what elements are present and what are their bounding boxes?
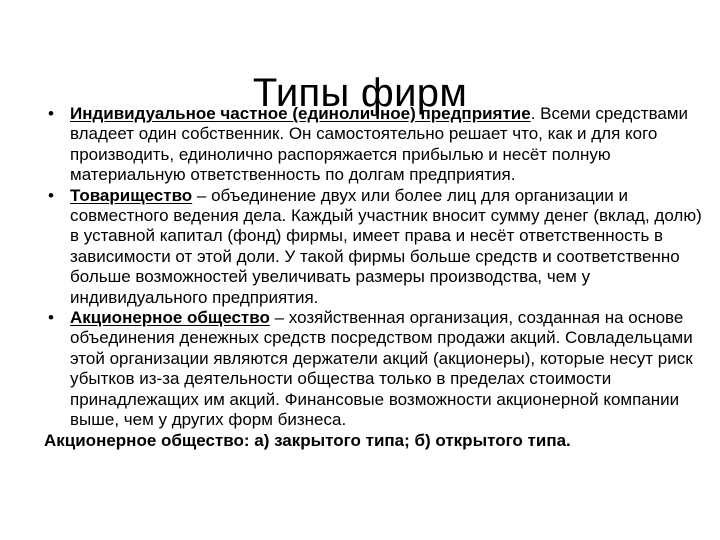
bullet-icon: • <box>48 308 54 328</box>
bullet-item-partnership <box>44 186 714 308</box>
bullet-text: – объединение двух или более лиц для организации и совместного ведения дела. Каждый участник вносит сумму денег (вклад, долю) в уставной капитал (фонд) фирмы, имеет права и несёт ответственность в зависимости от этой доли. У такой фирмы больше средств и соответственно больше возможностей увеличивать размеры производства, чем у индивидуального предприятия. <box>70 185 702 307</box>
bullet-icon: • <box>48 104 54 123</box>
slide-title: Типы фирм <box>252 70 468 115</box>
bullet-list <box>44 104 714 431</box>
bullet-text: – хозяйственная организация, созданная на основе объединения денежных средств посредством продажи акций. Совладельцами этой организации являются держатели акций (акционеры), которые несут риск убытков из-за деятельности общества только в пределах стоимости принадлежащих им акций. Финансовые возможности акционерной компании выше, чем у других форм бизнеса. <box>70 308 693 430</box>
bullet-item-individual-enterprise <box>44 104 714 186</box>
bullet-item-joint-stock-company <box>44 308 714 430</box>
bullet-term: Товарищество <box>70 185 193 205</box>
bullet-term: Индивидуальное частное (единоличное) предприятие <box>70 104 531 123</box>
bullet-icon: • <box>48 185 54 205</box>
slide-content <box>44 104 714 451</box>
summary-line: Акционерное общество: а) закрытого типа; б) открытого типа. <box>44 430 571 450</box>
bullet-text: . Всеми средствами владеет один собственник. Он самостоятельно решает что, как и для кого производить, единолично распоряжается прибылью и несёт полную материальную ответственность по долгам предприятия. <box>70 104 689 185</box>
bullet-term: Акционерное общество <box>70 308 270 328</box>
